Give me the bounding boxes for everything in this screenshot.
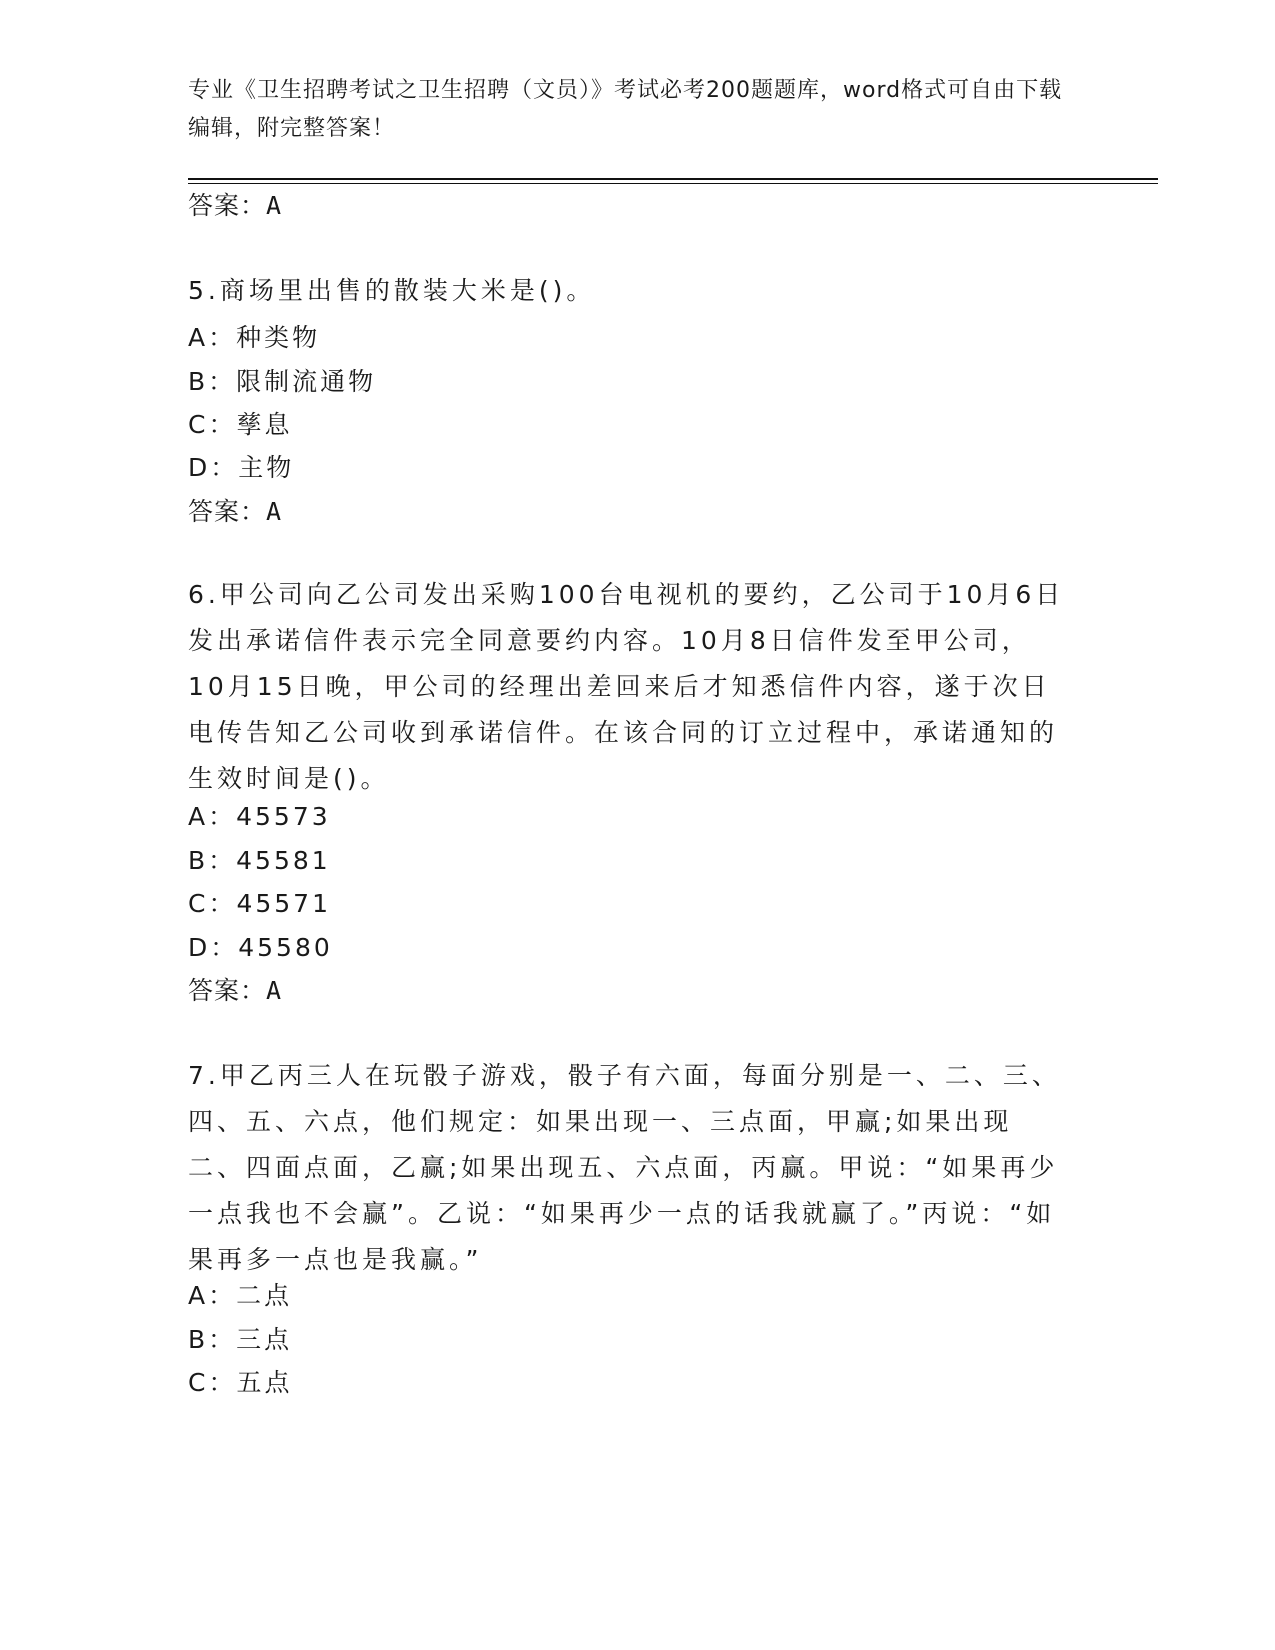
option-a: A：45573 xyxy=(188,802,331,831)
option-b: B：限制流通物 xyxy=(188,367,377,396)
option-c: C：五点 xyxy=(188,1368,293,1397)
option-c: C：孳息 xyxy=(188,410,293,439)
question-stem: 7.甲乙丙三人在玩骰子游戏，骰子有六面，每面分别是一、二、三、四、五、六点，他们规定：如果出现一、三点面，甲赢;如果出现二、四面点面，乙赢;如果出现五、六点面，丙赢。甲说：“如果再少一点我也不会赢”。乙说：“如果再少一点的话我就赢了。”丙说：“如果再多一点也是我赢。” xyxy=(188,1061,1061,1274)
option-b: B：三点 xyxy=(188,1325,293,1354)
option-a: A：二点 xyxy=(188,1281,293,1310)
document-page xyxy=(188,0,1158,1650)
answer-line: 答案：A xyxy=(188,191,283,220)
answer-line: 答案：A xyxy=(188,497,283,526)
header-divider-thin xyxy=(188,183,1158,184)
option-c: C：45571 xyxy=(188,889,331,918)
answer-line: 答案：A xyxy=(188,976,283,1005)
option-a: A：种类物 xyxy=(188,323,321,352)
question-stem: 5.商场里出售的散装大米是()。 xyxy=(188,276,596,305)
option-d: D：45580 xyxy=(188,933,333,962)
document-header: 专业《卫生招聘考试之卫生招聘（文员）》考试必考200题题库，word格式可自由下载编辑，附完整答案！ xyxy=(188,78,1063,141)
option-d: D：主物 xyxy=(188,453,295,482)
header-divider xyxy=(188,178,1158,180)
option-b: B：45581 xyxy=(188,846,331,875)
question-stem: 6.甲公司向乙公司发出采购100台电视机的要约，乙公司于10月6日发出承诺信件表示完全同意要约内容。10月8日信件发至甲公司，10月15日晚，甲公司的经理出差回来后才知悉信件内容，遂于次日电传告知乙公司收到承诺信件。在该合同的订立过程中，承诺通知的生效时间是()。 xyxy=(188,580,1065,793)
